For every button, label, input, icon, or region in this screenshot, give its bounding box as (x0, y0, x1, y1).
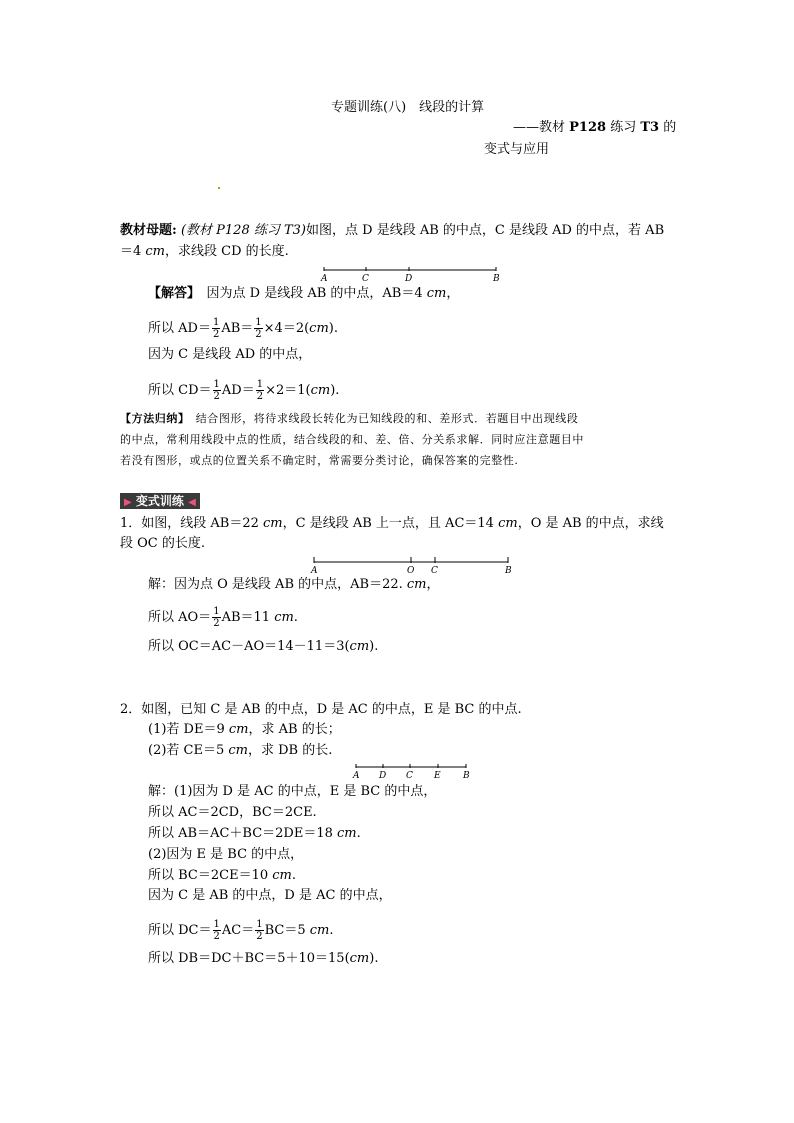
q1-solution-line1: 解：因为点 O 是线段 AB 的中点，AB＝22. cm， (148, 577, 440, 592)
figure-label-b: B (505, 566, 512, 576)
fraction-half: $\frac{1}{2}$ (255, 317, 262, 340)
figure-label-d: D (405, 274, 413, 284)
page-subtitle-line2: 变式与应用 (484, 142, 550, 157)
fraction-half: $\frac{1}{2}$ (213, 919, 220, 942)
method-line3: 若没有图形，或点的位置关系不确定时，常需要分类讨论，确保答案的完整性. (120, 454, 519, 467)
q2-solution-line3: 所以 AB＝AC＋BC＝2DE＝18 cm. (148, 826, 361, 841)
triangle-right-icon: ▶ (124, 497, 132, 508)
figure-problem-segment (318, 266, 508, 286)
solution-line2: 所以 AD＝ $\frac{1}{2}$ AB＝ $\frac{1}{2}$ ×4＝2(cm). (148, 317, 338, 340)
figure-q2-segment (350, 763, 480, 783)
problem-text-line2: ＝4 cm，求线段 CD 的长度. (120, 244, 289, 259)
figure-label-c: C (362, 274, 369, 284)
solution-line4: 所以 CD＝ $\frac{1}{2}$ AD＝ $\frac{1}{2}$ ×2＝1(cm). (148, 379, 340, 402)
figure-label-b: B (493, 274, 500, 284)
q2-solution-line8: 所以 DB＝DC＋BC＝5＋10＝15(cm). (148, 951, 379, 966)
q2-part1: (1)若 DE＝9 cm，求 AB 的长； (148, 722, 341, 737)
fraction-half: $\frac{1}{2}$ (212, 317, 220, 340)
figure-label-a: A (311, 566, 318, 576)
figure-label-c: C (431, 566, 438, 576)
q2-solution-line6: 因为 C 是 AB 的中点，D 是 AC 的中点， (148, 888, 392, 903)
figure-q1-segment (308, 555, 518, 577)
problem-text-line1: 教材母题: (教材 P128 练习 T3)如图，点 D 是线段 AB 的中点，C 是线段 AD 的中点，若 AB (120, 223, 665, 238)
figure-label-a: A (353, 771, 360, 781)
figure-label-d: D (379, 771, 387, 781)
q1-solution-line2: 所以 AO＝ $\frac{1}{2}$ AB＝11 cm. (148, 606, 298, 629)
q1-line1: 1．如图，线段 AB＝22 cm，C 是线段 AB 上一点，且 AC＝14 cm，O 是 AB 的中点，求线 (120, 516, 664, 531)
solution-line1: 【解答】 因为点 D 是线段 AB 的中点，AB＝4 cm， (148, 286, 460, 301)
section-badge: ▶ 变式训练 ◀ (120, 493, 200, 509)
figure-label-b: B (463, 771, 470, 781)
q2-line1: 2．如图，已知 C 是 AB 的中点，D 是 AC 的中点，E 是 BC 的中点. (120, 702, 522, 717)
fraction-half: $\frac{1}{2}$ (256, 919, 263, 942)
page-subtitle-line1: ——教材 P128 练习 T3 的 (513, 120, 677, 135)
q1-solution-line3: 所以 OC＝AC－AO＝14－11＝3(cm). (148, 639, 379, 654)
q2-solution-line1: 解：(1)因为 D 是 AC 的中点，E 是 BC 的中点， (148, 784, 437, 799)
q1-line2: 段 OC 的长度. (120, 536, 206, 551)
figure-label-c: C (406, 771, 413, 781)
page-title: 专题训练(八) 线段的计算 (331, 100, 485, 115)
method-line2: 的中点，常利用线段中点的性质，结合线段的和、差、倍、分关系求解．同时应注意题目中 (120, 433, 584, 446)
q2-solution-line4: (2)因为 E 是 BC 的中点， (148, 847, 304, 862)
triangle-left-icon: ◀ (188, 497, 196, 508)
solution-line3: 因为 C 是线段 AD 的中点， (148, 347, 312, 362)
figure-label-o: O (407, 566, 415, 576)
figure-label-e: E (434, 771, 441, 781)
speck-mark (218, 187, 220, 189)
q2-part2: (2)若 CE＝5 cm，求 DB 的长. (148, 743, 333, 758)
q2-solution-line5: 所以 BC＝2CE＝10 cm. (148, 868, 297, 883)
fraction-half: $\frac{1}{2}$ (213, 606, 220, 629)
q2-solution-line2: 所以 AC＝2CD，BC＝2CE. (148, 805, 317, 820)
fraction-half: $\frac{1}{2}$ (213, 379, 220, 402)
method-line1: 【方法归纳】 结合图形，将待求线段长转化为已知线段的和、差形式．若题目中出现线段 (120, 412, 579, 425)
q2-solution-line7: 所以 DC＝ $\frac{1}{2}$ AC＝ $\frac{1}{2}$ BC＝5 cm. (148, 919, 334, 942)
figure-label-a: A (321, 274, 328, 284)
fraction-half: $\frac{1}{2}$ (256, 379, 264, 402)
